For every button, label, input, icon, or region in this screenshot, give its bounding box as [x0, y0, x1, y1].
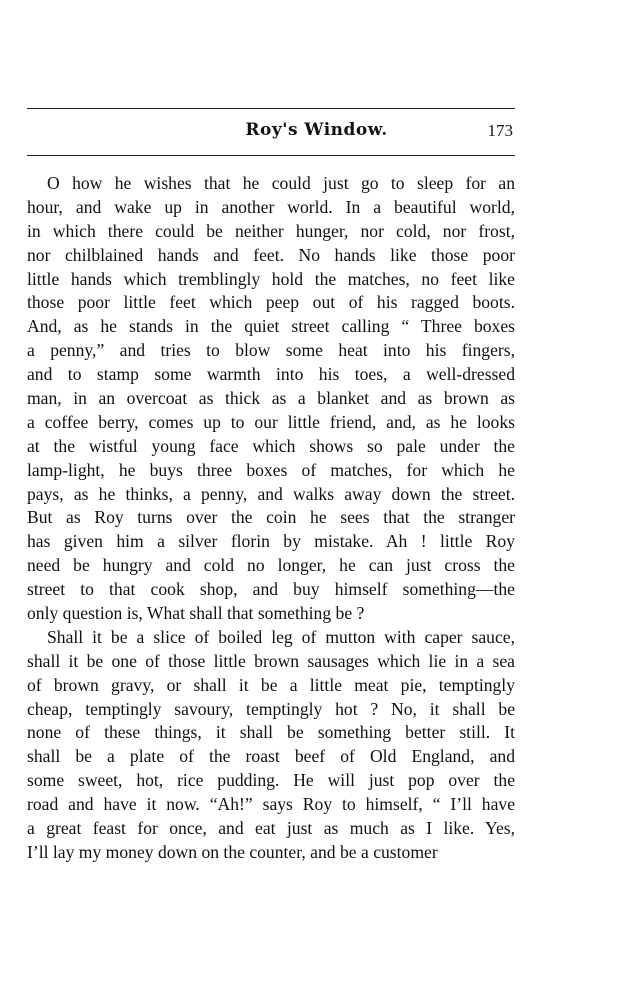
text-line: little hands which tremblingly hold the matches, no feet like [27, 268, 515, 289]
text-line: at the wistful young face which shows so pale under the [27, 435, 515, 456]
text-line: of brown gravy, or shall it be a little meat pie, temptingly [27, 674, 515, 695]
text-line: shall be a plate of the roast beef of Old England, and [27, 746, 515, 767]
text-line: street to that cook shop, and buy himself something—the [27, 579, 515, 600]
text-line: hour, and wake up in another world. In a beautiful world, [27, 196, 515, 217]
text-line: need be hungry and cold no longer, he can just cross the [27, 555, 515, 576]
body-text [27, 172, 515, 865]
text-line: a great feast for once, and eat just as much as I like. Yes, [27, 818, 515, 839]
text-line: none of these things, it shall be something better still. It [27, 722, 515, 743]
text-line: nor chilblained hands and feet. No hands like those poor [27, 244, 515, 265]
text-line: man, in an overcoat as thick as a blanket and as brown as [27, 388, 515, 409]
text-line: has given him a silver florin by mistake. Ah ! little Roy [27, 531, 515, 552]
paragraph [27, 172, 515, 626]
running-title: Roy's Window. [245, 120, 388, 140]
text-line: But as Roy turns over the coin he sees that the stranger [27, 507, 515, 528]
text-line: a coffee berry, comes up to our little friend, and, as he looks [27, 411, 515, 432]
text-line: in which there could be neither hunger, nor cold, nor frost, [27, 220, 515, 241]
text-line: a penny,” and tries to blow some heat into his fingers, [27, 340, 515, 361]
text-line: And, as he stands in the quiet street calling “ Three boxes [27, 316, 515, 337]
text-line: Shall it be a slice of boiled leg of mutton with caper sauce, [47, 626, 515, 647]
page-number: 173 [487, 121, 513, 140]
text-line: O how he wishes that he could just go to sleep for an [47, 173, 515, 193]
text-line: those poor little feet which peep out of his ragged boots. [27, 292, 515, 313]
text-line: and to stamp some warmth into his toes, a well-dressed [27, 364, 515, 385]
paragraph [27, 626, 515, 865]
text-line: pays, as he thinks, a penny, and walks away down the street. [27, 483, 515, 504]
text-line: only question is, What shall that something be ? [27, 603, 365, 624]
text-line: cheap, temptingly savoury, temptingly hot ? No, it shall be [27, 698, 515, 719]
text-line: lamp-light, he buys three boxes of matches, for which he [27, 459, 515, 480]
header-rule-top [27, 108, 515, 109]
text-line: road and have it now. “Ah!” says Roy to himself, “ I’ll have [27, 794, 515, 815]
text-line: I’ll lay my money down on the counter, and be a customer [27, 841, 438, 862]
text-line: shall it be one of those little brown sausages which lie in a sea [27, 650, 515, 671]
header-rule-bottom [27, 155, 515, 156]
text-line: some sweet, hot, rice pudding. He will just pop over the [27, 770, 515, 791]
